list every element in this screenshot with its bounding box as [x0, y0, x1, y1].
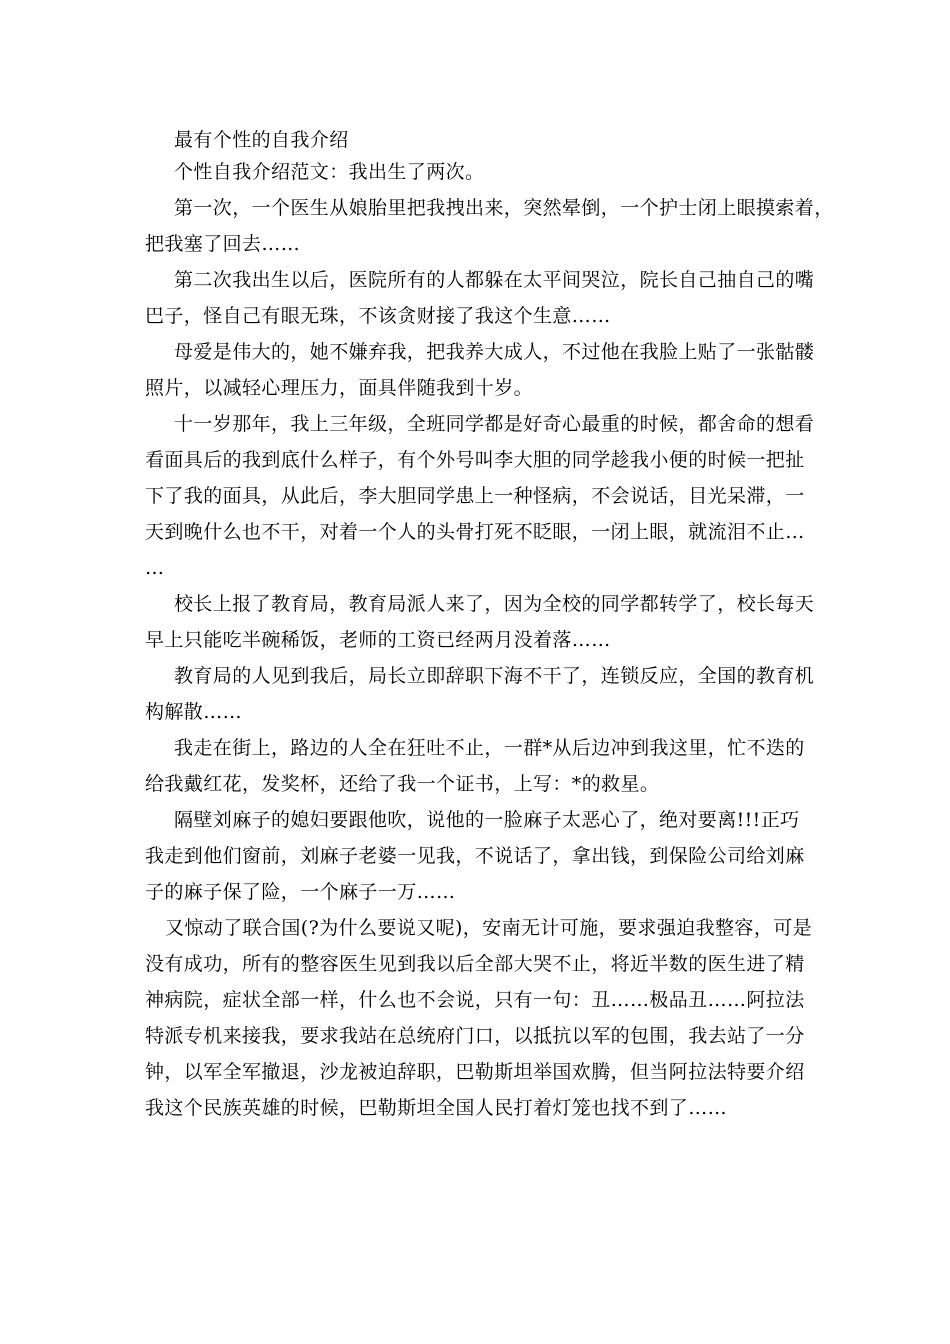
paragraph-line: …	[145, 557, 165, 579]
paragraph-line: 教育局的人见到我后，局长立即辞职下海不干了，连锁反应，全国的教育机	[174, 665, 815, 687]
paragraph-line: 把我塞了回去……	[145, 233, 301, 255]
paragraph-line: 又惊动了联合国(?为什么要说又呢)，安南无计可施，要求强迫我整容，可是	[165, 917, 813, 939]
paragraph-line: 没有成功，所有的整容医生见到我以后全部大哭不止，将近半数的医生进了精	[145, 953, 805, 975]
paragraph-line: 十一岁那年，我上三年级，全班同学都是好奇心最重的时候，都舍命的想看	[174, 413, 815, 435]
paragraph-line: 构解散……	[145, 701, 243, 723]
paragraph-line: 特派专机来接我，要求我站在总统府门口，以抵抗以军的包围，我去站了一分	[145, 1025, 805, 1047]
paragraph-line: 个性自我介绍范文：我出生了两次。	[174, 161, 485, 183]
paragraph-line: 我这个民族英雄的时候，巴勒斯坦全国人民打着灯笼也找不到了……	[145, 1097, 728, 1119]
paragraph-line: 早上只能吃半碗稀饭，老师的工资已经两月没着落……	[145, 629, 611, 651]
paragraph-line: 下了我的面具，从此后，李大胆同学患上一种怪病，不会说话，目光呆滞，一	[145, 485, 805, 507]
paragraph-line: 校长上报了教育局，教育局派人来了，因为全校的同学都转学了，校长每天	[174, 593, 815, 615]
paragraph-line: 看面具后的我到底什么样子，有个外号叫李大胆的同学趁我小便的时候一把扯	[145, 449, 805, 471]
document-title: 最有个性的自我介绍	[174, 129, 349, 151]
paragraph-line: 神病院，症状全部一样，什么也不会说，只有一句：丑……极品丑……阿拉法	[145, 989, 805, 1011]
paragraph-line: 隔壁刘麻子的媳妇要跟他吹，说他的一脸麻子太恶心了，绝对要离!!!正巧	[174, 809, 800, 831]
paragraph-line: 巴子，怪自己有眼无珠，不该贪财接了我这个生意……	[145, 305, 611, 327]
paragraph-line: 钟，以军全军撤退，沙龙被迫辞职，巴勒斯坦举国欢腾，但当阿拉法特要介绍	[145, 1061, 805, 1083]
paragraph-line: 母爱是伟大的，她不嫌弃我，把我养大成人，不过他在我脸上贴了一张骷髅	[174, 341, 815, 363]
paragraph-line: 照片，以减轻心理压力，面具伴随我到十岁。	[145, 377, 534, 399]
paragraph-line: 给我戴红花，发奖杯，还给了我一个证书，上写：*的救星。	[145, 773, 660, 795]
paragraph-line: 第一次，一个医生从娘胎里把我拽出来，突然晕倒，一个护士闭上眼摸索着，	[174, 197, 834, 219]
paragraph-line: 第二次我出生以后，医院所有的人都躲在太平间哭泣，院长自己抽自己的嘴	[174, 269, 815, 291]
paragraph-line: 我走到他们窗前，刘麻子老婆一见我，不说话了，拿出钱，到保险公司给刘麻	[145, 845, 805, 867]
paragraph-line: 我走在街上，路边的人全在狂吐不止，一群*从后边冲到我这里，忙不迭的	[174, 737, 805, 759]
paragraph-line: 子的麻子保了险，一个麻子一万……	[145, 881, 456, 903]
paragraph-line: 天到晚什么也不干，对着一个人的头骨打死不眨眼，一闭上眼，就流泪不止…	[145, 521, 805, 543]
